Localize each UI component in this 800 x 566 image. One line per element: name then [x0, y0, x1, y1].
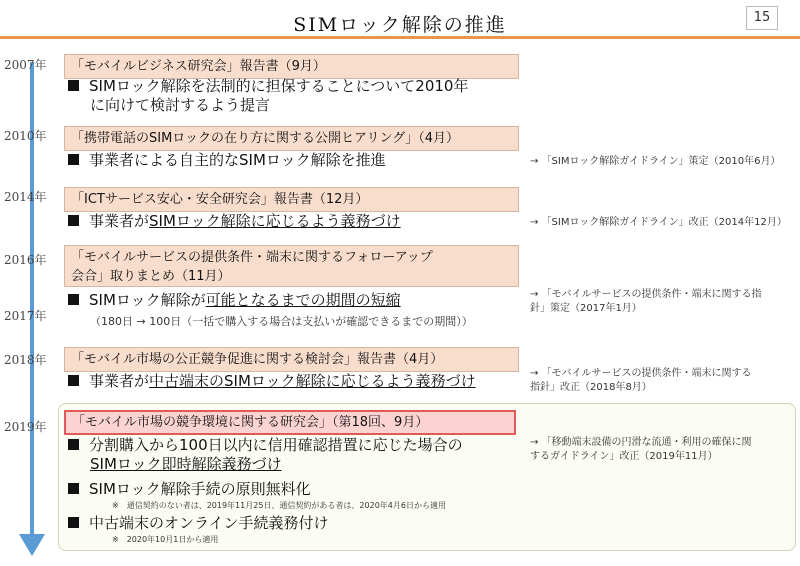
entry-header: 「モバイルビジネス研究会」報告書（9月）	[64, 54, 519, 79]
bullet-text: 事業者が	[89, 212, 150, 230]
side-note-line: → 「モバイルサービスの提供条件・端末に関する	[530, 368, 752, 379]
side-note	[530, 288, 762, 316]
entry-header-highlighted: 「モバイル市場の競争環境に関する研究会」（第18回、9月）	[64, 410, 516, 435]
bullet-square-icon	[68, 439, 79, 450]
bullet-item	[68, 77, 468, 96]
bullet-square-icon	[68, 80, 79, 91]
side-note-line: 指針」改正（2018年8月）	[530, 382, 652, 393]
side-note-line: 針」策定（2017年1月）	[530, 303, 642, 314]
bullet-underlined: 可能となるまでの期間の短縮	[205, 291, 401, 309]
side-note-line: するガイドライン」改正（2019年11月）	[530, 451, 718, 462]
timeline-arrowhead	[19, 534, 45, 556]
title-rule	[0, 36, 800, 39]
entry-note: （180日 → 100日（一括で購入する場合は支払いが確認できるまでの期間））	[90, 315, 473, 328]
bullet-text: 中古端末のオンライン手続義務付け	[89, 514, 329, 532]
side-note	[530, 367, 752, 395]
bullet-text: 分割購入から100日以内に信用確認措置に応じた場合の	[89, 436, 463, 454]
year-label: 2010年	[4, 129, 47, 143]
entry-header-line: 「モバイルサービスの提供条件・端末に関するフォローアップ	[71, 250, 433, 265]
bullet-item	[68, 151, 386, 170]
year-label: 2014年	[4, 190, 47, 204]
entry-footnote: ※ 通信契約のない者は、2019年11月25日、通信契約がある者は、2020年4月6日から適用	[112, 501, 446, 510]
bullet-item	[68, 291, 401, 310]
bullet-square-icon	[68, 294, 79, 305]
bullet-square-icon	[68, 154, 79, 165]
bullet-square-icon	[68, 375, 79, 386]
page-number: 15	[746, 6, 778, 30]
bullet-text: SIMロック解除を法制的に担保することについて2010年	[89, 77, 469, 95]
bullet-text: SIMロック解除が	[89, 291, 206, 309]
bullet-text: 事業者による自主的なSIMロック解除を推進	[89, 151, 386, 169]
year-label: 2007年	[4, 58, 47, 72]
entry-header: 「携帯電話のSIMロックの在り方に関する公開ヒアリング」（4月）	[64, 126, 519, 151]
bullet-text: SIMロック解除手続の原則無料化	[89, 480, 311, 498]
bullet-continuation: に向けて検討するよう提言	[90, 96, 271, 114]
bullet-underlined: 中古端末のSIMロック解除に応じるよう義務づけ	[149, 372, 476, 390]
year-label: 2017年	[4, 309, 47, 323]
side-note: → 「SIMロック解除ガイドライン」改正（2014年12月）	[530, 217, 787, 228]
side-note-line: → 「移動端末設備の円滑な流通・利用の確保に関	[530, 437, 752, 448]
bullet-square-icon	[68, 483, 79, 494]
entry-header: 「ICTサービス安心・安全研究会」報告書（12月）	[64, 187, 519, 212]
bullet-underlined: SIMロック解除に応じるよう義務づけ	[149, 212, 401, 230]
side-note-line: → 「モバイルサービスの提供条件・端末に関する指	[530, 289, 762, 300]
side-note	[530, 436, 752, 464]
bullet-square-icon	[68, 215, 79, 226]
year-label: 2018年	[4, 353, 47, 367]
bullet-square-icon	[68, 517, 79, 528]
page-title: SIMロック解除の推進	[293, 14, 507, 36]
bullet-item	[68, 514, 329, 533]
bullet-underlined: SIMロック即時解除義務づけ	[90, 455, 282, 473]
entry-header: 「モバイル市場の公正競争促進に関する検討会」報告書（4月）	[64, 347, 519, 372]
bullet-item	[68, 480, 311, 499]
bullet-item	[68, 372, 476, 391]
bullet-item	[68, 436, 463, 455]
year-label: 2016年	[4, 253, 47, 267]
bullet-item	[68, 212, 401, 231]
entry-footnote: ※ 2020年10月1日から適用	[112, 535, 219, 544]
year-label: 2019年	[4, 420, 47, 434]
side-note: → 「SIMロック解除ガイドライン」策定（2010年6月）	[530, 156, 781, 167]
entry-header	[64, 245, 519, 287]
bullet-text: 事業者が	[89, 372, 150, 390]
entry-header-line: 会合」取りまとめ（11月）	[71, 269, 231, 284]
